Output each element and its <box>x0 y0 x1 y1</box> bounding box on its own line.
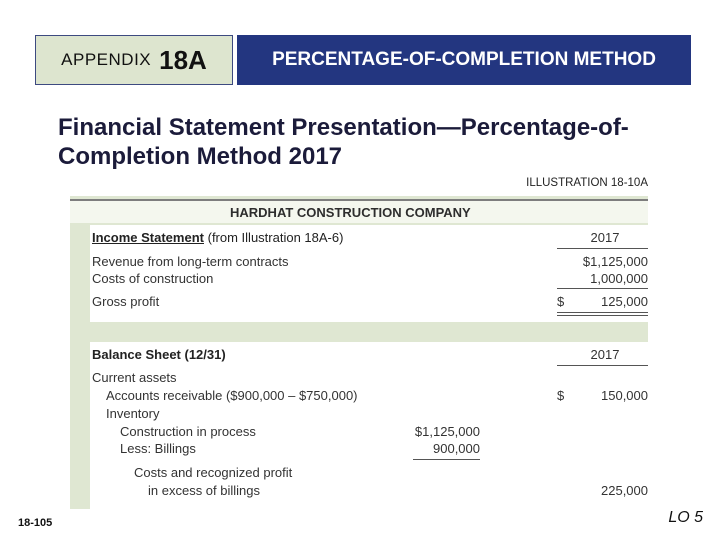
billings-value: 900,000 <box>433 441 480 456</box>
income-statement-year: 2017 <box>590 230 620 245</box>
chapter-title: PERCENTAGE-OF-COMPLETION METHOD <box>272 49 656 70</box>
current-assets-row <box>90 369 648 387</box>
income-row <box>90 270 648 288</box>
subtotal-line <box>557 288 648 289</box>
income-statement-header <box>90 229 648 247</box>
company-name-bar <box>70 199 648 223</box>
costs-value: 1,000,000 <box>590 271 648 286</box>
current-assets-label: Current assets <box>92 370 177 385</box>
balance-sheet-year: 2017 <box>590 347 620 362</box>
billings-row <box>90 440 648 458</box>
gross-profit-row <box>90 293 648 311</box>
slide-number: 18-105 <box>18 517 53 529</box>
revenue-value: $1,125,000 <box>582 254 648 269</box>
financial-statement <box>70 196 648 509</box>
double-underline-top <box>557 312 648 313</box>
income-statement-source: (from Illustration 18A-6) <box>207 230 344 245</box>
excess-label-line2: in excess of billings <box>148 483 260 498</box>
year-underline <box>557 365 648 366</box>
appendix-badge <box>35 35 233 85</box>
balance-sheet-title: Balance Sheet (12/31) <box>92 347 226 362</box>
billings-label: Less: Billings <box>120 441 196 456</box>
inventory-row <box>90 405 648 423</box>
inventory-label: Inventory <box>106 406 160 421</box>
balance-sheet-section <box>90 342 648 509</box>
gross-profit-dollar: $ <box>557 294 565 309</box>
construction-in-process-label: Construction in process <box>120 424 256 439</box>
revenue-label: Revenue from long-term contracts <box>92 254 289 269</box>
costs-label: Costs of construction <box>92 271 214 286</box>
illustration-label: ILLUSTRATION 18-10A <box>526 177 648 189</box>
excess-row <box>90 482 648 500</box>
balance-sheet-header <box>90 346 648 364</box>
appendix-number: 18A <box>159 44 207 75</box>
accounts-receivable-value: 150,000 <box>601 388 648 403</box>
construction-in-process-value: $1,125,000 <box>414 424 480 439</box>
appendix-label: APPENDIX <box>61 50 152 69</box>
gross-profit-value: 125,000 <box>601 294 648 309</box>
subtotal-line <box>413 459 480 460</box>
double-underline-bottom <box>557 315 648 316</box>
excess-label-line1: Costs and recognized profit <box>134 465 293 480</box>
excess-value: 225,000 <box>601 483 648 498</box>
slide-title: Financial Statement Presentation—Percentage-of-Completion Method 2017 <box>58 114 629 170</box>
year-underline <box>557 248 648 249</box>
excess-row <box>90 464 648 482</box>
learning-objective: LO 5 <box>668 509 703 526</box>
accounts-receivable-dollar: $ <box>557 388 565 403</box>
construction-in-process-row <box>90 423 648 441</box>
gross-profit-label: Gross profit <box>92 294 160 309</box>
accounts-receivable-label: Accounts receivable ($900,000 – $750,000) <box>106 388 358 403</box>
income-statement-section <box>90 225 648 322</box>
accounts-receivable-row <box>90 387 648 405</box>
income-statement-title: Income Statement <box>92 230 204 245</box>
company-name: HARDHAT CONSTRUCTION COMPANY <box>230 204 471 220</box>
chapter-title-banner <box>237 35 691 85</box>
income-row <box>90 253 648 271</box>
